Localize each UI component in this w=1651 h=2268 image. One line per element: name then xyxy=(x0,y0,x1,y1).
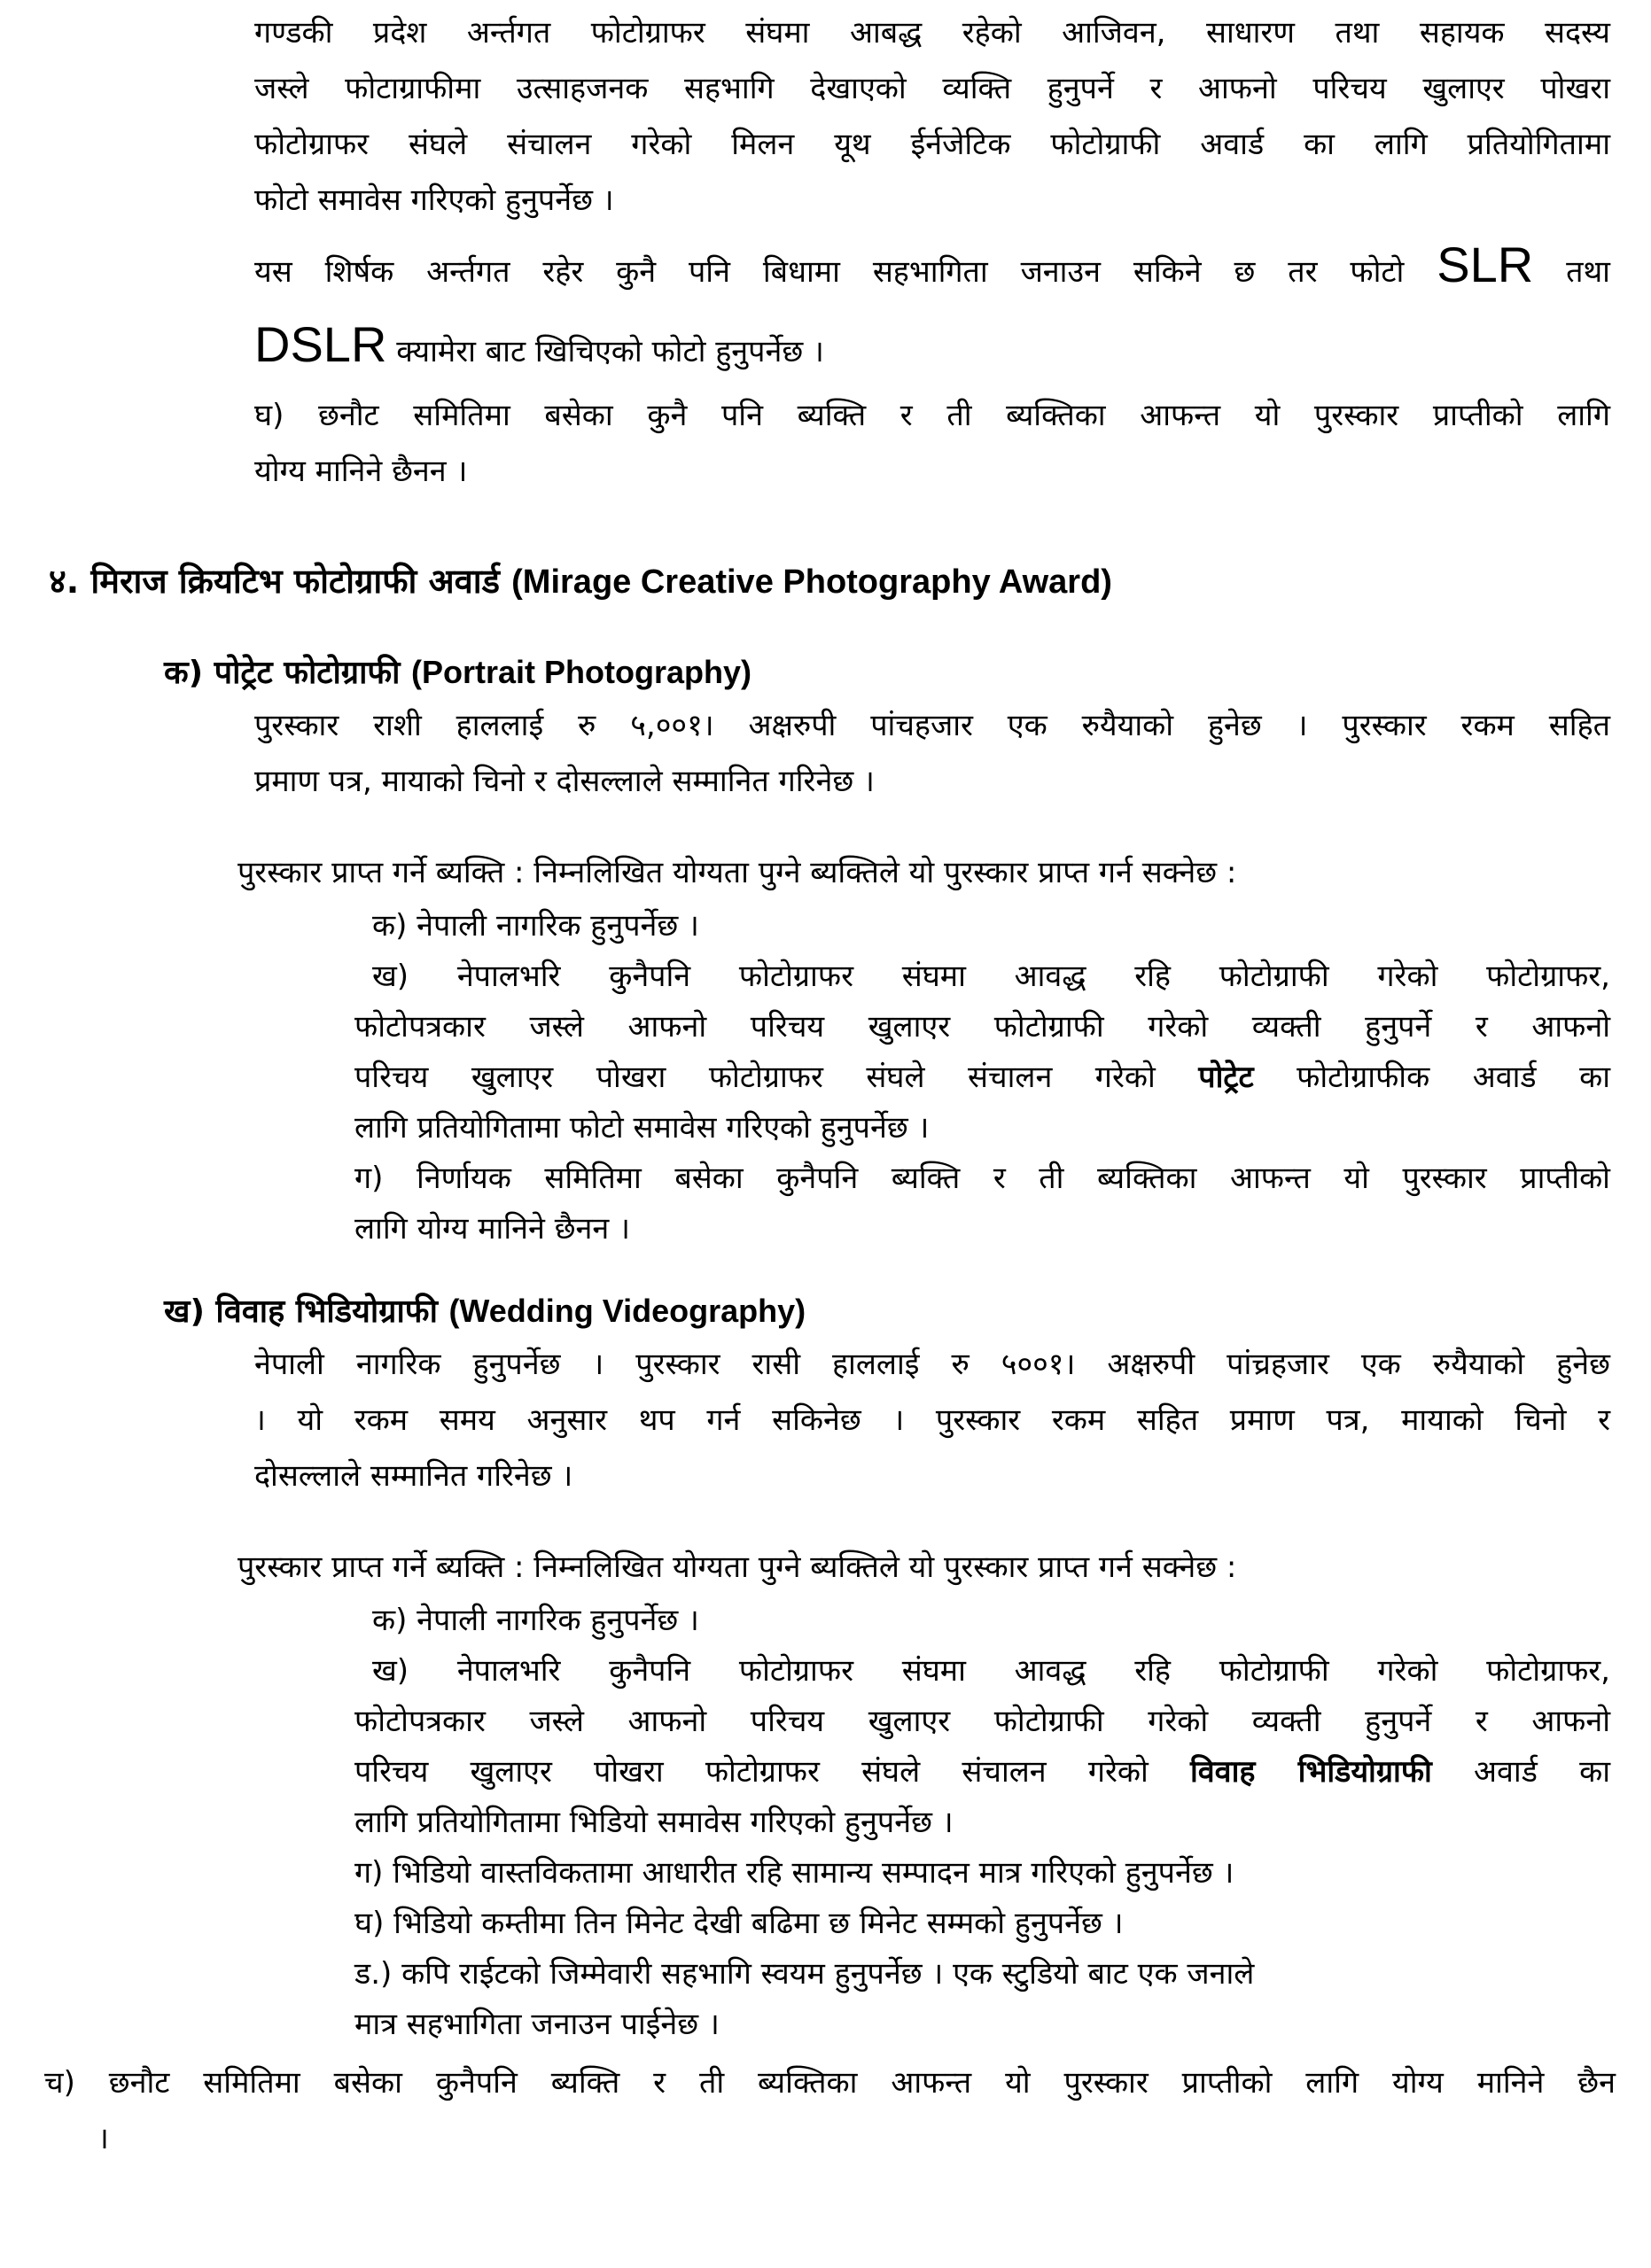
clause-cha xyxy=(0,2055,1651,2167)
wedding-item-gha: घ) भिडियो कम्तीमा तिन मिनेट देखी बढिमा छ मिनेट सम्मको हुनुपर्नेछ । xyxy=(354,1906,1124,1941)
portrait-heading xyxy=(164,648,1610,698)
portrait-eligibility-items xyxy=(0,901,1651,1254)
wedding-prize-line-2: । यो रकम समय अनुसार थप गर्न सकिनेछ । पुरस्कार रकम सहित प्रमाण पत्र, मायाको चिनो र xyxy=(254,1402,1610,1438)
dslr-text: DSLR xyxy=(254,316,387,372)
wedding-prize-line-1: नेपाली नागरिक हुनुपर्नेछ । पुरस्कार रासी हाललाई रु ५००१। अक्षरुपी पांच्रहजार एक रुयैयाको हुनेछ xyxy=(254,1347,1610,1382)
camera-rule-line-2 xyxy=(254,308,1610,388)
portrait-award-name-bold: पोट्रेट xyxy=(1198,1060,1254,1095)
wedding-item-kha-line-1: ख) नेपालभरि कुनैपनि फोटोग्राफर संघमा आवद्ध रहि फोटोग्राफी गरेको फोटोग्राफर, xyxy=(372,1653,1610,1689)
intro-line-2: जस्ले फोटाग्राफीमा उत्साहजनक सहभागि देखाएको व्यक्ति हुनुपर्ने र आफनो परिचय खुलाएर पोखरा xyxy=(254,71,1610,106)
camera-rule-text-post: क्यामेरा बाट खिचिएको फोटो हुनुपर्नेछ । xyxy=(386,334,824,369)
wedding-item-kha-line-3 xyxy=(354,1747,1610,1798)
clause-cha-line-1: च) छनौट समितिमा बसेका कुनैपनि ब्यक्ति र ती ब्यक्तिका आफन्त यो पुरस्कार प्राप्तीको लागि योग्य मानिने छैन xyxy=(44,2065,1616,2101)
wedding-award-name-bold: विवाह भिडियोग्राफी xyxy=(1189,1754,1432,1790)
wedding-item-kha-line-2: फोटोपत्रकार जस्ले आफनो परिचय खुलाएर फोटोग्राफी गरेको व्यक्ती हुनुपर्ने र आफनो xyxy=(354,1704,1610,1739)
portrait-item-kha-line-4: लागि प्रतियोगितामा फोटो समावेस गरिएको हुनुपर्नेछ । xyxy=(354,1110,930,1146)
clause-gha xyxy=(0,388,1651,500)
portrait-item-kha-line-3-pre: परिचय खुलाएर पोखरा फोटोग्राफर संघले संचालन गरेको xyxy=(354,1060,1199,1095)
portrait-prize-line-2: प्रमाण पत्र, मायाको चिनो र दोसल्लाले सम्मानित गरिनेछ । xyxy=(254,764,875,799)
portrait-item-kha-line-3-post: फोटोग्राफीक अवार्ड का xyxy=(1253,1060,1611,1095)
wedding-item-ga: ग) भिडियो वास्तविकतामा आधारीत रहि सामान्य सम्पादन मात्र गरिएको हुनुपर्नेछ । xyxy=(354,1855,1234,1891)
portrait-item-kha-line-3 xyxy=(354,1052,1610,1103)
wedding-heading xyxy=(164,1286,1610,1337)
wedding-prize-line-3: दोसल्लाले सम्मानित गरिनेछ । xyxy=(254,1458,573,1494)
wedding-item-kha-line-3-pre: परिचय खुलाएर पोखरा फोटोग्राफर संघले संचालन गरेको xyxy=(354,1754,1190,1790)
camera-rule-paragraph xyxy=(0,229,1651,388)
portrait-item-kha-line-2: फोटोपत्रकार जस्ले आफनो परिचय खुलाएर फोटोग्राफी गरेको व्यक्ती हुनुपर्ने र आफनो xyxy=(354,1009,1610,1045)
intro-paragraph xyxy=(0,5,1651,229)
wedding-item-kha-line-4: लागि प्रतियोगितामा भिडियो समावेस गरिएको हुनुपर्नेछ । xyxy=(354,1805,954,1840)
wedding-heading-nepali: ख) विवाह भिडियोग्राफी xyxy=(164,1293,449,1330)
wedding-item-nga-line-2: मात्र सहभागिता जनाउन पाईनेछ । xyxy=(354,2007,720,2042)
intro-line-1: गण्डकी प्रदेश अर्न्तगत फोटोग्राफर संघमा आबद्ध रहेको आजिवन, साधारण तथा सहायक सदस्य xyxy=(254,15,1610,50)
camera-rule-text-mid: तथा xyxy=(1533,254,1610,290)
wedding-heading-english: (Wedding Videography) xyxy=(448,1293,806,1329)
slr-text: SLR xyxy=(1437,237,1534,292)
section-4-heading xyxy=(49,556,1610,607)
section-4-heading-english: (Mirage Creative Photography Award) xyxy=(511,563,1112,601)
camera-rule-line-1 xyxy=(254,229,1610,308)
wedding-section xyxy=(0,1286,1651,2050)
intro-line-4: फोटो समावेस गरिएको हुनुपर्नेछ । xyxy=(254,183,614,218)
portrait-item-ga-line-1: ग) निर्णायक समितिमा बसेका कुनैपनि ब्यक्ति र ती ब्यक्तिका आफन्त यो पुरस्कार प्राप्तीको xyxy=(354,1161,1610,1196)
portrait-eligibility-intro: पुरस्कार प्राप्त गर्ने ब्यक्ति : निम्नलिखित योग्यता पुग्ने ब्यक्तिले यो पुरस्कार प्राप्त गर्न सक्नेछ : xyxy=(238,855,1237,890)
wedding-item-kha-line-3-post: अवार्ड का xyxy=(1431,1754,1610,1790)
wedding-eligibility-items xyxy=(0,1596,1651,2050)
intro-line-3: फोटोग्राफर संघले संचालन गरेको मिलन यूथ ईर्नजेटिक फोटोग्राफी अवार्ड का लागि प्रतियोगितामा xyxy=(254,127,1610,162)
portrait-item-kha-line-1: ख) नेपालभरि कुनैपनि फोटोग्राफर संघमा आवद्ध रहि फोटोग्राफी गरेको फोटोग्राफर, xyxy=(372,959,1610,994)
portrait-heading-english: (Portrait Photography) xyxy=(411,654,752,690)
wedding-eligibility-intro: पुरस्कार प्राप्त गर्ने ब्यक्ति : निम्नलिखित योग्यता पुग्ने ब्यक्तिले यो पुरस्कार प्राप्त गर्न सक्नेछ : xyxy=(238,1550,1237,1585)
wedding-item-nga-line-1: ड.) कपि राईटको जिम्मेवारी सहभागि स्वयम हुनुपर्नेछ । एक स्टुडियो बाट एक जनाले xyxy=(354,1956,1255,1992)
portrait-item-ga-line-2: लागि योग्य मानिने छैनन । xyxy=(354,1211,630,1247)
clause-gha-line-1: घ) छनौट समितिमा बसेका कुनै पनि ब्यक्ति र ती ब्यक्तिका आफन्त यो पुरस्कार प्राप्तीको लागि xyxy=(254,398,1610,433)
portrait-item-ka: क) नेपाली नागरिक हुनुपर्नेछ । xyxy=(372,908,699,944)
portrait-section xyxy=(0,648,1651,1254)
wedding-item-ka: क) नेपाली नागरिक हुनुपर्नेछ । xyxy=(372,1603,699,1638)
portrait-prize-line-1: पुरस्कार राशी हाललाई रु ५,००१। अक्षरुपी पांचहजार एक रुयैयाको हुनेछ । पुरस्कार रकम सहित xyxy=(254,708,1610,743)
clause-gha-line-2: योग्य मानिने छैनन । xyxy=(254,454,468,489)
clause-cha-line-2: । xyxy=(97,2121,109,2156)
camera-rule-text-pre: यस शिर्षक अर्न्तगत रहेर कुनै पनि बिधामा सहभागिता जनाउन सकिने छ तर फोटो xyxy=(254,254,1437,290)
section-4-heading-nepali: ४. मिराज क्रियटिभ फोटोग्राफी अवार्ड xyxy=(49,562,512,601)
portrait-heading-nepali: क) पोट्रेट फोटोग्राफी xyxy=(164,655,412,691)
